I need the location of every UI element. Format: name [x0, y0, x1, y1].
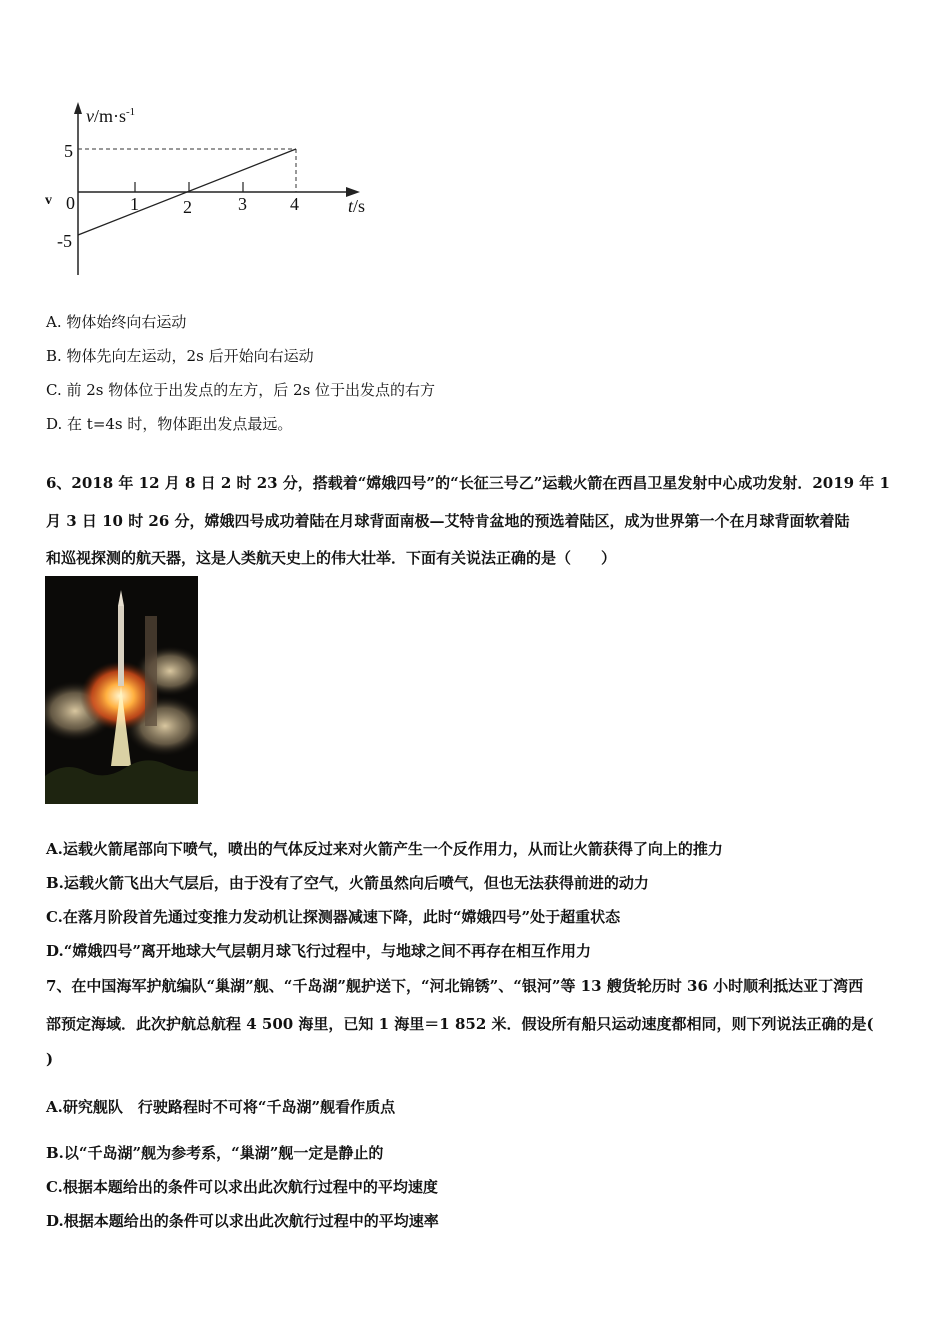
q5-option-b: B. 物体先向左运动，2s 后开始向右运动: [46, 347, 314, 365]
q7-option-a: A.研究舰队 行驶路程时不可将“千岛湖”舰看作质点: [46, 1098, 396, 1116]
y-tick-label-5: 5: [64, 141, 73, 161]
q7-option-d: D.根据本题给出的条件可以求出此次航行过程中的平均速率: [46, 1212, 439, 1230]
y-tick-label-neg5: -5: [57, 231, 72, 251]
velocity-time-graph: [40, 100, 380, 285]
y-axis-label: $v/m\cdot s^{-1}$: [86, 106, 136, 126]
side-mark: v: [45, 193, 52, 208]
x-tick-label-4: 4: [290, 194, 299, 214]
q5-option-c: C. 前 2s 物体位于出发点的左方，后 2s 位于出发点的右方: [46, 381, 436, 399]
rocket-launch-photo: [45, 576, 198, 804]
x-tick-label-1: 1: [130, 194, 139, 214]
x-tick-label-2: 2: [183, 197, 192, 217]
q7-option-c: C.根据本题给出的条件可以求出此次航行过程中的平均速度: [46, 1178, 438, 1196]
q7-option-b: B.以“千岛湖”舰为参考系，“巢湖”舰一定是静止的: [46, 1144, 384, 1162]
q6-option-c: C.在落月阶段首先通过变推力发动机让探测器减速下降，此时“嫦娥四号”处于超重状态: [46, 908, 621, 926]
q7-stem-line-3: ): [46, 1050, 54, 1068]
q6-option-a: A.运载火箭尾部向下喷气，喷出的气体反过来对火箭产生一个反作用力，从而让火箭获得了向上的推力: [46, 840, 723, 858]
q6-option-d: D.“嫦娥四号”离开地球大气层朝月球飞行过程中，与地球之间不再存在相互作用力: [46, 942, 591, 960]
q6-stem-line-3: 和巡视探测的航天器，这是人类航天史上的伟大壮举．下面有关说法正确的是（ ）: [46, 549, 617, 567]
q6-stem-line-2: 月 3 日 10 时 26 分，嫦娥四号成功着陆在月球背面南极—艾特肯盆地的预选着陆区，成为世界第一个在月球背面软着陆: [46, 512, 850, 530]
x-axis-label: t/s: [348, 196, 366, 216]
q6-stem-line-1: 6、2018 年 12 月 8 日 2 时 23 分，搭载着“嫦娥四号”的“长征三号乙”运载火箭在西昌卫星发射中心成功发射．2019 年 1: [46, 474, 890, 492]
q7-stem-line-2: 部预定海域．此次护航总航程 4 500 海里，已知 1 海里＝1 852 米．假设所有船只运动速度都相同，则下列说法正确的是(: [46, 1015, 874, 1033]
y-tick-label-0: 0: [66, 193, 75, 213]
q6-option-b: B.运载火箭飞出大气层后，由于没有了空气，火箭虽然向后喷气，但也无法获得前进的动力: [46, 874, 649, 892]
x-tick-label-3: 3: [238, 194, 247, 214]
q7-stem-line-1: 7、在中国海军护航编队“巢湖”舰、“千岛湖”舰护送下，“河北锦锈”、“银河”等 13 艘货轮历时 36 小时顺利抵达亚丁湾西: [46, 977, 864, 995]
q5-option-d: D. 在 t=4s 时，物体距出发点最远。: [46, 415, 293, 433]
q5-option-a: A. 物体始终向右运动: [46, 313, 187, 331]
y-axis-arrow: [74, 102, 82, 114]
